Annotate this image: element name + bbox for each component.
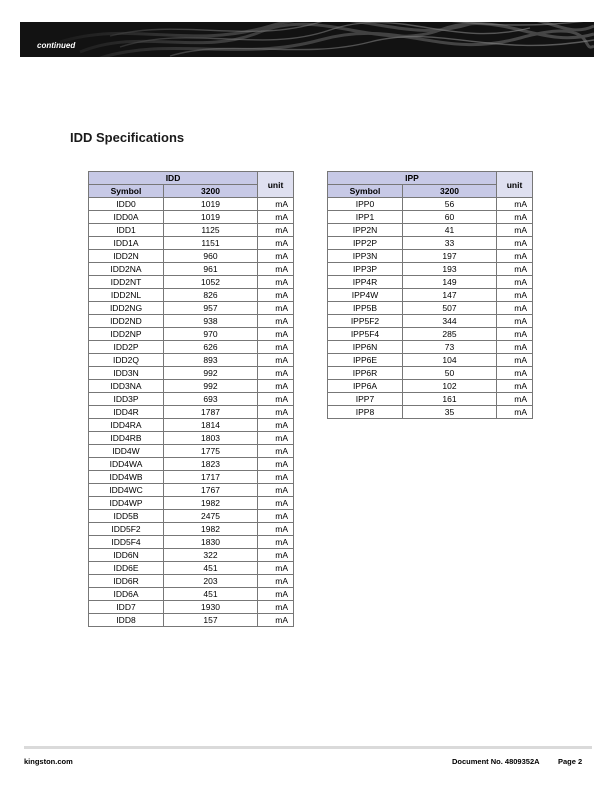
idd-table-row <box>89 614 294 627</box>
idd-symbol-cell: IDD4RB <box>89 432 164 445</box>
ipp-table-row <box>328 250 533 263</box>
idd-value-cell: 970 <box>164 328 258 341</box>
ipp-table-row <box>328 354 533 367</box>
idd-unit-cell: mA <box>258 328 294 341</box>
idd-unit-cell: mA <box>258 315 294 328</box>
ipp-unit-cell: mA <box>497 237 533 250</box>
ipp-symbol-cell: IPP5F4 <box>328 328 403 341</box>
idd-value-cell: 1125 <box>164 224 258 237</box>
idd-unit-cell: mA <box>258 354 294 367</box>
idd-symbol-cell: IDD4WB <box>89 471 164 484</box>
idd-value-cell: 203 <box>164 575 258 588</box>
idd-symbol-cell: IDD2NT <box>89 276 164 289</box>
idd-unit-cell: mA <box>258 471 294 484</box>
idd-value-cell: 322 <box>164 549 258 562</box>
idd-table-row <box>89 445 294 458</box>
ipp-symbol-cell: IPP6E <box>328 354 403 367</box>
idd-value-cell: 1787 <box>164 406 258 419</box>
ipp-table-row <box>328 224 533 237</box>
idd-table-row <box>89 562 294 575</box>
page-title: IDD Specifications <box>70 130 185 145</box>
ipp-symbol-cell: IPP5F2 <box>328 315 403 328</box>
ipp-value-cell: 193 <box>403 263 497 276</box>
idd-value-cell: 1767 <box>164 484 258 497</box>
ipp-unit-cell: mA <box>497 354 533 367</box>
idd-unit-cell: mA <box>258 341 294 354</box>
ipp-symbol-cell: IPP2P <box>328 237 403 250</box>
idd-symbol-cell: IDD4WC <box>89 484 164 497</box>
idd-table-row <box>89 601 294 614</box>
idd-table-row <box>89 211 294 224</box>
idd-symbol-cell: IDD2P <box>89 341 164 354</box>
ipp-symbol-cell: IPP0 <box>328 198 403 211</box>
idd-symbol-cell: IDD6R <box>89 575 164 588</box>
idd-table-row <box>89 367 294 380</box>
ipp-symbol-header: Symbol <box>328 185 403 198</box>
idd-unit-cell: mA <box>258 510 294 523</box>
idd-table-row <box>89 315 294 328</box>
idd-symbol-cell: IDD0A <box>89 211 164 224</box>
idd-value-cell: 957 <box>164 302 258 315</box>
ipp-unit-cell: mA <box>497 328 533 341</box>
banner-texture-graphic <box>20 22 594 57</box>
idd-unit-cell: mA <box>258 276 294 289</box>
ipp-symbol-cell: IPP8 <box>328 406 403 419</box>
idd-unit-cell: mA <box>258 601 294 614</box>
idd-table-row <box>89 406 294 419</box>
idd-unit-cell: mA <box>258 367 294 380</box>
idd-table-row <box>89 302 294 315</box>
ipp-table-row <box>328 263 533 276</box>
ipp-unit-cell: mA <box>497 224 533 237</box>
ipp-table-row <box>328 302 533 315</box>
ipp-value-header: 3200 <box>403 185 497 198</box>
ipp-symbol-cell: IPP4R <box>328 276 403 289</box>
idd-unit-cell: mA <box>258 588 294 601</box>
ipp-symbol-cell: IPP3N <box>328 250 403 263</box>
idd-spec-table <box>88 171 294 627</box>
idd-symbol-cell: IDD3NA <box>89 380 164 393</box>
banner-continued-label: continued <box>37 41 76 50</box>
ipp-unit-cell: mA <box>497 302 533 315</box>
ipp-spec-table <box>327 171 533 419</box>
idd-symbol-cell: IDD4RA <box>89 419 164 432</box>
ipp-symbol-cell: IPP5B <box>328 302 403 315</box>
ipp-table-row <box>328 328 533 341</box>
idd-table-row <box>89 471 294 484</box>
ipp-unit-cell: mA <box>497 315 533 328</box>
footer-divider <box>24 746 592 749</box>
idd-value-cell: 826 <box>164 289 258 302</box>
idd-table-row <box>89 523 294 536</box>
idd-symbol-cell: IDD2ND <box>89 315 164 328</box>
idd-value-cell: 693 <box>164 393 258 406</box>
idd-table-row <box>89 419 294 432</box>
idd-table-row <box>89 536 294 549</box>
idd-unit-cell: mA <box>258 614 294 627</box>
idd-table-row <box>89 432 294 445</box>
ipp-table-row <box>328 393 533 406</box>
footer-website-link[interactable]: kingston.com <box>24 757 73 766</box>
ipp-value-cell: 147 <box>403 289 497 302</box>
idd-symbol-cell: IDD2N <box>89 250 164 263</box>
idd-unit-cell: mA <box>258 445 294 458</box>
idd-value-cell: 1982 <box>164 523 258 536</box>
idd-unit-cell: mA <box>258 523 294 536</box>
ipp-table-row <box>328 367 533 380</box>
idd-value-cell: 451 <box>164 562 258 575</box>
ipp-symbol-cell: IPP3P <box>328 263 403 276</box>
footer-page-number: Page 2 <box>558 757 583 766</box>
idd-table-row <box>89 276 294 289</box>
idd-value-header: 3200 <box>164 185 258 198</box>
ipp-value-cell: 285 <box>403 328 497 341</box>
idd-symbol-cell: IDD6N <box>89 549 164 562</box>
idd-value-cell: 626 <box>164 341 258 354</box>
ipp-table-row <box>328 198 533 211</box>
idd-unit-cell: mA <box>258 562 294 575</box>
idd-table-row <box>89 289 294 302</box>
ipp-group-header: IPP <box>328 172 497 185</box>
idd-table-row <box>89 510 294 523</box>
idd-unit-cell: mA <box>258 458 294 471</box>
idd-value-cell: 1823 <box>164 458 258 471</box>
idd-unit-cell: mA <box>258 575 294 588</box>
idd-symbol-cell: IDD3P <box>89 393 164 406</box>
idd-table-row <box>89 237 294 250</box>
idd-table-row <box>89 328 294 341</box>
idd-unit-cell: mA <box>258 237 294 250</box>
idd-value-cell: 961 <box>164 263 258 276</box>
idd-value-cell: 157 <box>164 614 258 627</box>
idd-unit-cell: mA <box>258 549 294 562</box>
idd-table-row <box>89 198 294 211</box>
ipp-value-cell: 149 <box>403 276 497 289</box>
ipp-value-cell: 507 <box>403 302 497 315</box>
idd-table-row <box>89 588 294 601</box>
ipp-symbol-cell: IPP2N <box>328 224 403 237</box>
idd-unit-cell: mA <box>258 484 294 497</box>
ipp-unit-cell: mA <box>497 198 533 211</box>
idd-unit-cell: mA <box>258 393 294 406</box>
idd-value-cell: 1052 <box>164 276 258 289</box>
ipp-unit-header: unit <box>497 172 533 198</box>
ipp-unit-cell: mA <box>497 393 533 406</box>
ipp-unit-cell: mA <box>497 341 533 354</box>
ipp-symbol-cell: IPP7 <box>328 393 403 406</box>
footer-document-number: Document No. 4809352A <box>452 757 540 766</box>
idd-value-cell: 992 <box>164 367 258 380</box>
ipp-value-cell: 50 <box>403 367 497 380</box>
idd-value-cell: 1151 <box>164 237 258 250</box>
idd-unit-cell: mA <box>258 289 294 302</box>
idd-value-cell: 1814 <box>164 419 258 432</box>
idd-unit-cell: mA <box>258 380 294 393</box>
ipp-value-cell: 56 <box>403 198 497 211</box>
ipp-value-cell: 60 <box>403 211 497 224</box>
idd-symbol-cell: IDD5F4 <box>89 536 164 549</box>
header-banner <box>20 22 594 57</box>
idd-unit-cell: mA <box>258 406 294 419</box>
ipp-symbol-cell: IPP6N <box>328 341 403 354</box>
ipp-unit-cell: mA <box>497 367 533 380</box>
idd-symbol-cell: IDD5F2 <box>89 523 164 536</box>
idd-symbol-cell: IDD1A <box>89 237 164 250</box>
idd-unit-header: unit <box>258 172 294 198</box>
idd-symbol-cell: IDD5B <box>89 510 164 523</box>
ipp-value-cell: 102 <box>403 380 497 393</box>
idd-symbol-cell: IDD2NP <box>89 328 164 341</box>
idd-symbol-cell: IDD2NL <box>89 289 164 302</box>
idd-symbol-cell: IDD0 <box>89 198 164 211</box>
ipp-unit-cell: mA <box>497 406 533 419</box>
idd-table-row <box>89 484 294 497</box>
idd-unit-cell: mA <box>258 536 294 549</box>
ipp-value-cell: 41 <box>403 224 497 237</box>
idd-value-cell: 2475 <box>164 510 258 523</box>
ipp-symbol-cell: IPP6R <box>328 367 403 380</box>
ipp-table-row <box>328 289 533 302</box>
idd-unit-cell: mA <box>258 211 294 224</box>
idd-unit-cell: mA <box>258 198 294 211</box>
ipp-symbol-cell: IPP1 <box>328 211 403 224</box>
idd-table-row <box>89 575 294 588</box>
idd-table-row <box>89 250 294 263</box>
ipp-table-row <box>328 341 533 354</box>
idd-value-cell: 992 <box>164 380 258 393</box>
ipp-value-cell: 104 <box>403 354 497 367</box>
idd-value-cell: 1775 <box>164 445 258 458</box>
ipp-unit-cell: mA <box>497 380 533 393</box>
idd-table-row <box>89 224 294 237</box>
idd-symbol-cell: IDD6E <box>89 562 164 575</box>
ipp-unit-cell: mA <box>497 250 533 263</box>
ipp-value-cell: 197 <box>403 250 497 263</box>
idd-value-cell: 1930 <box>164 601 258 614</box>
ipp-table-row <box>328 315 533 328</box>
ipp-unit-cell: mA <box>497 211 533 224</box>
ipp-unit-cell: mA <box>497 289 533 302</box>
ipp-table-row <box>328 276 533 289</box>
idd-value-cell: 1982 <box>164 497 258 510</box>
ipp-table-row <box>328 237 533 250</box>
ipp-unit-cell: mA <box>497 263 533 276</box>
ipp-value-cell: 73 <box>403 341 497 354</box>
idd-value-cell: 960 <box>164 250 258 263</box>
idd-unit-cell: mA <box>258 250 294 263</box>
idd-table-row <box>89 393 294 406</box>
ipp-table-row <box>328 380 533 393</box>
idd-symbol-header: Symbol <box>89 185 164 198</box>
idd-value-cell: 1830 <box>164 536 258 549</box>
idd-table-row <box>89 549 294 562</box>
idd-symbol-cell: IDD7 <box>89 601 164 614</box>
idd-table-row <box>89 458 294 471</box>
idd-value-cell: 1019 <box>164 198 258 211</box>
ipp-value-cell: 33 <box>403 237 497 250</box>
idd-unit-cell: mA <box>258 419 294 432</box>
idd-value-cell: 1019 <box>164 211 258 224</box>
idd-symbol-cell: IDD4W <box>89 445 164 458</box>
idd-value-cell: 1803 <box>164 432 258 445</box>
idd-unit-cell: mA <box>258 432 294 445</box>
idd-unit-cell: mA <box>258 497 294 510</box>
idd-symbol-cell: IDD3N <box>89 367 164 380</box>
ipp-symbol-cell: IPP6A <box>328 380 403 393</box>
idd-value-cell: 1717 <box>164 471 258 484</box>
idd-group-header: IDD <box>89 172 258 185</box>
idd-symbol-cell: IDD2Q <box>89 354 164 367</box>
idd-table-row <box>89 341 294 354</box>
idd-symbol-cell: IDD6A <box>89 588 164 601</box>
ipp-value-cell: 344 <box>403 315 497 328</box>
ipp-value-cell: 35 <box>403 406 497 419</box>
idd-unit-cell: mA <box>258 224 294 237</box>
idd-table-row <box>89 380 294 393</box>
idd-symbol-cell: IDD2NG <box>89 302 164 315</box>
idd-symbol-cell: IDD4WP <box>89 497 164 510</box>
idd-symbol-cell: IDD1 <box>89 224 164 237</box>
idd-table-row <box>89 497 294 510</box>
ipp-table-row <box>328 406 533 419</box>
idd-value-cell: 938 <box>164 315 258 328</box>
ipp-value-cell: 161 <box>403 393 497 406</box>
idd-unit-cell: mA <box>258 263 294 276</box>
ipp-unit-cell: mA <box>497 276 533 289</box>
idd-symbol-cell: IDD4WA <box>89 458 164 471</box>
idd-symbol-cell: IDD2NA <box>89 263 164 276</box>
idd-symbol-cell: IDD4R <box>89 406 164 419</box>
idd-symbol-cell: IDD8 <box>89 614 164 627</box>
idd-table-row <box>89 263 294 276</box>
idd-unit-cell: mA <box>258 302 294 315</box>
ipp-symbol-cell: IPP4W <box>328 289 403 302</box>
idd-table-row <box>89 354 294 367</box>
ipp-table-row <box>328 211 533 224</box>
idd-value-cell: 451 <box>164 588 258 601</box>
idd-value-cell: 893 <box>164 354 258 367</box>
